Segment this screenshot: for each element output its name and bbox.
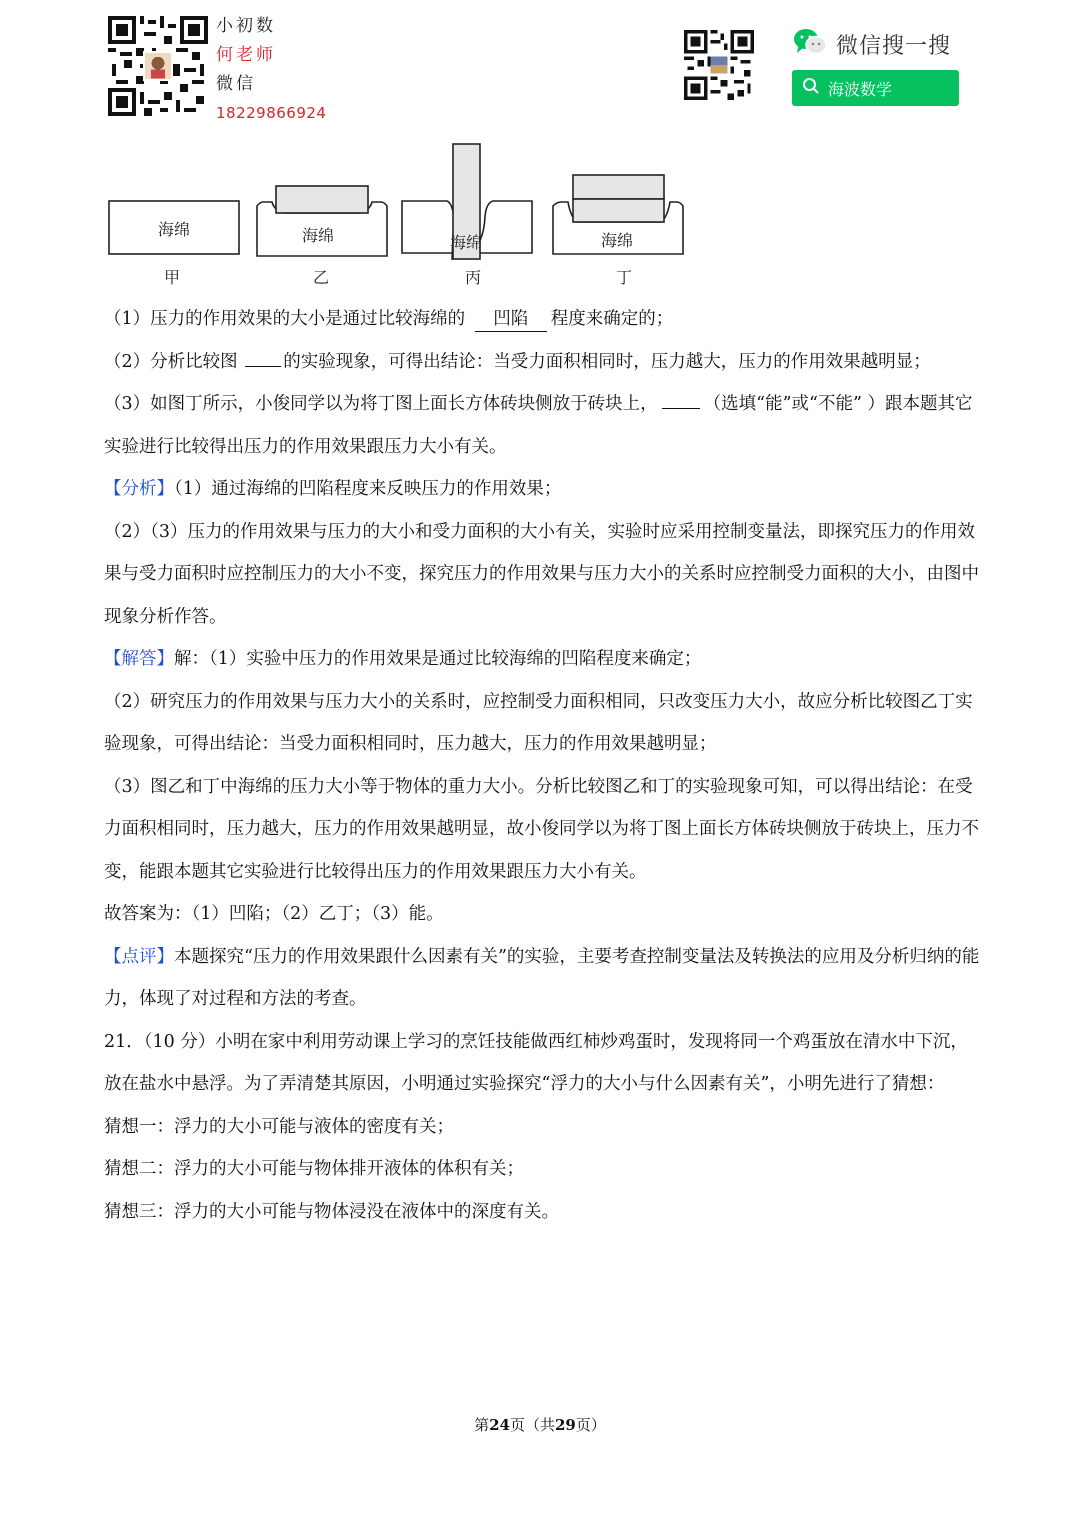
answer-blank-1: 凹陷 <box>475 307 547 332</box>
qr-code-contact <box>108 16 208 116</box>
question-21-guess-1: 猜想一：浮力的大小可能与液体的密度有关； <box>104 1116 454 1137</box>
search-icon <box>802 77 820 99</box>
contact-handwriting <box>216 12 336 128</box>
question-3: （3）如图丁所示，小俊同学以为将丁图上面长方体砖块侧放于砖块上， （选填“能”或“不能” ）跟本题其它实验进行比较得出压力的作用效果跟压力大小有关。 <box>104 383 980 468</box>
question-21-guess-3: 猜想三：浮力的大小可能与物体浸没在液体中的深度有关。 <box>104 1201 559 1222</box>
answer-final: 故答案为：（1）凹陷；（2）乙丁；（3）能。 <box>104 904 444 924</box>
wechat-logo-icon <box>792 27 828 61</box>
question-21-guess-2: 猜想二：浮力的大小可能与物体排开液体的体积有关； <box>104 1159 524 1179</box>
answer-p2: （2）研究压力的作用效果与压力大小的关系时，应控制受力面积相同，只改变压力大小，故应分析比较图乙丁实验现象，可得出结论：当受力面积相同时，压力越大，压力的作用效果越明显； <box>104 691 973 754</box>
document-body <box>104 298 980 1233</box>
review-p1: 【点评】本题探究“压力的作用效果跟什么因素有关”的实验，主要考查控制变量法及转换法的应用及分析归纳的能力，体现了对过程和方法的考查。 <box>104 946 980 1009</box>
question-2: （2）分析比较图 的实验现象，可得出结论：当受力面积相同时，压力越大，压力的作用效果越明显； <box>104 341 980 384</box>
wechat-search-box[interactable] <box>792 70 959 106</box>
answer-blank-2 <box>245 344 281 367</box>
wechat-search-badge <box>792 26 962 106</box>
page-footer: 第24页（共29页） <box>474 1416 606 1434</box>
answer-p1: 【解答】解：（1）实验中压力的作用效果是通过比较海绵的凹陷程度来确定； <box>104 649 702 669</box>
analysis-p1: 【分析】（1）通过海绵的凹陷程度来反映压力的作用效果； <box>104 479 562 499</box>
page-total: 29 <box>555 1416 576 1434</box>
review-tag: 【点评】 <box>104 946 174 967</box>
sponge-label-ding: 海绵 <box>600 231 634 250</box>
handwritten-line-2: 何老师 <box>216 45 276 65</box>
analysis-p2: （2）（3）压力的作用效果与压力的大小和受力面积的大小有关，实验时应采用控制变量法，即探究压力的作用效果与受力面积时应控制压力的大小不变，探究压力的作用效果与压力大小的关系时应控制受力面积的大小，由图中现象分析作答。 <box>104 521 979 627</box>
wechat-search-query: 海波数学 <box>828 79 893 99</box>
handwritten-line-3: 微信 <box>216 74 256 94</box>
panel-label-jia: 甲 <box>163 268 181 287</box>
sponge-label-jia: 海绵 <box>157 220 191 239</box>
qr-code-wechat <box>684 30 754 100</box>
handwritten-line-1: 小初数 <box>216 16 276 36</box>
answer-blank-3 <box>662 386 700 409</box>
question-1: （1）压力的作用效果的大小是通过比较海绵的 凹陷 程度来确定的； <box>104 298 980 341</box>
answer-p3: （3）图乙和丁中海绵的压力大小等于物体的重力大小。分析比较图乙和丁的实验现象可知，可以得出结论：在受力面积相同时，压力越大，压力的作用效果越明显，故小俊同学以为将丁图上面长方体砖块侧放于砖块上，压力不变，能跟本题其它实验进行比较得出压力的作用效果跟压力大小有关。 <box>104 776 979 882</box>
sponge-label-yi: 海绵 <box>301 226 335 245</box>
panel-label-yi: 乙 <box>312 268 330 287</box>
analysis-tag: 【分析】 <box>104 479 174 499</box>
page-number: 24 <box>489 1416 510 1434</box>
panel-label-ding: 丁 <box>615 268 633 287</box>
panel-label-bing: 丙 <box>464 268 482 287</box>
answer-tag: 【解答】 <box>104 649 174 669</box>
wechat-search-title: 微信搜一搜 <box>836 33 952 59</box>
handwritten-phone: 18229866924 <box>216 104 327 122</box>
question-21-intro: 21．（10 分）小明在家中利用劳动课上学习的烹饪技能做西红柿炒鸡蛋时，发现将同一个鸡蛋放在清水中下沉，放在盐水中悬浮。为了弄清楚其原因，小明通过实验探究“浮力的大小与什么因素有关”，小明先进行了猜想： <box>104 1031 968 1094</box>
sponge-label-bing: 海绵 <box>449 233 483 252</box>
panel-yi <box>257 186 387 256</box>
sponge-experiment-figure <box>100 140 700 290</box>
